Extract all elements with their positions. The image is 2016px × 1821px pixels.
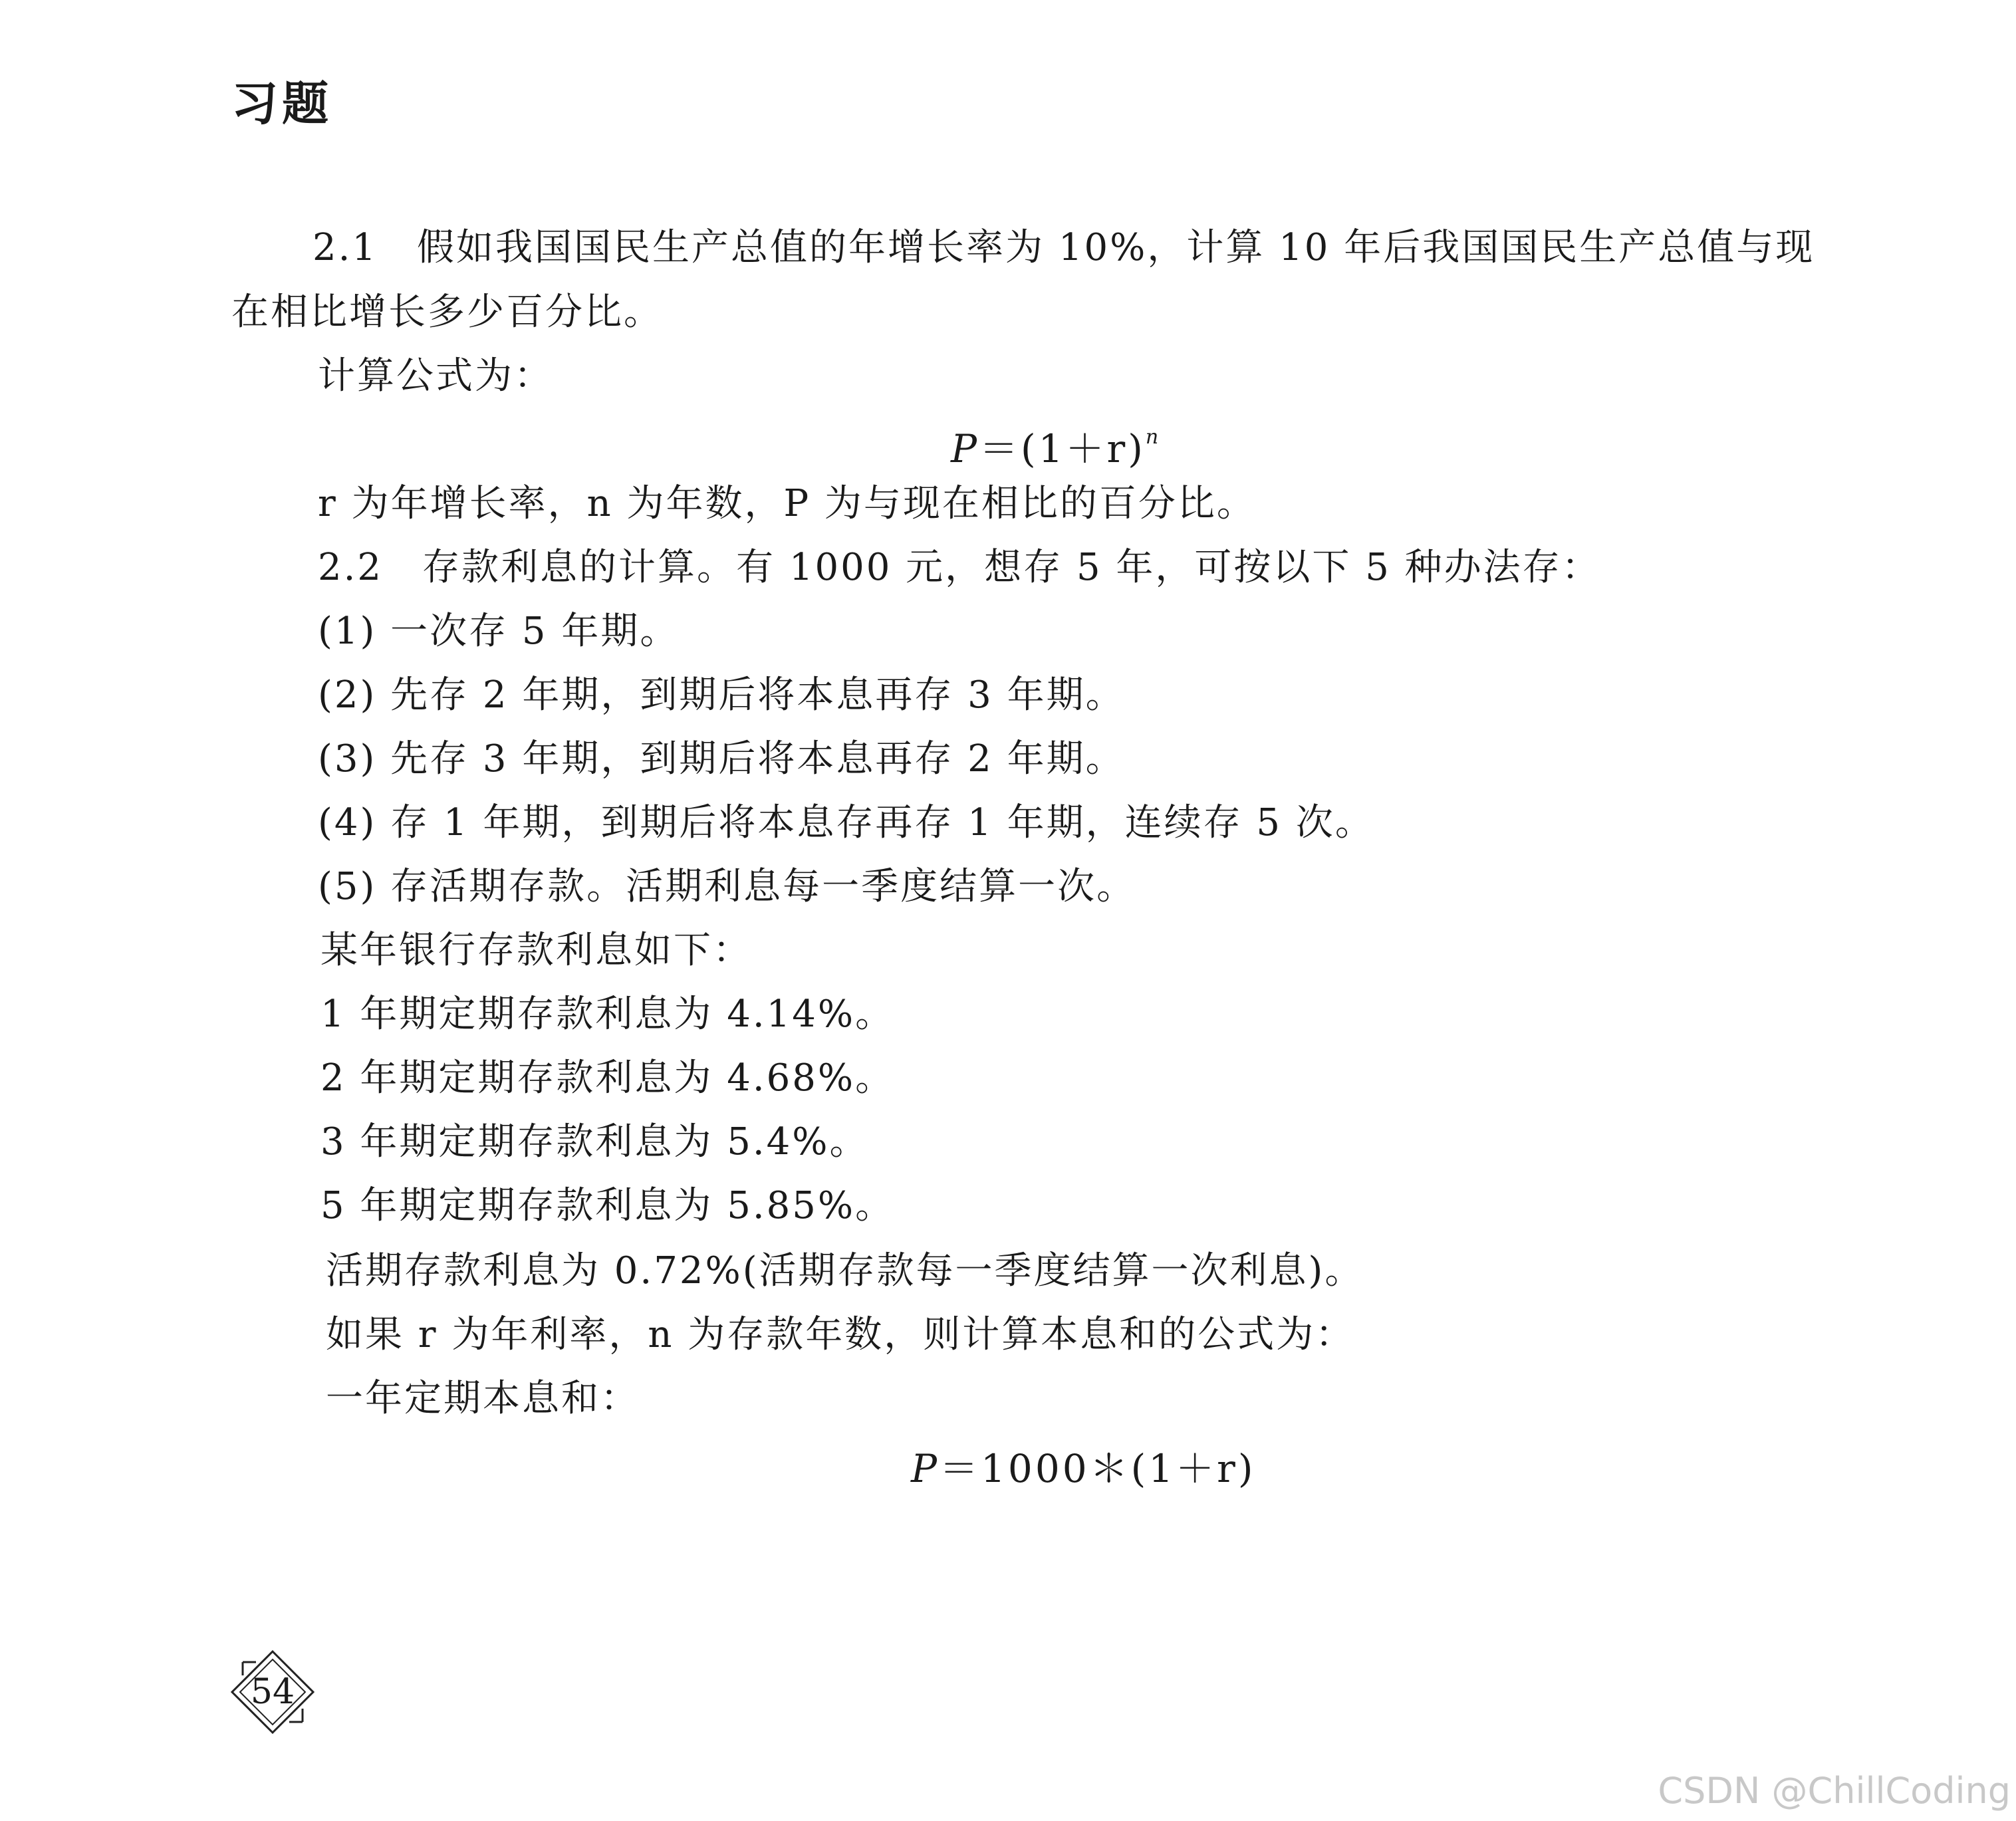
page-number-badge bbox=[229, 1649, 316, 1735]
variable-explanation: r 为年增长率，n 为年数，P 为与现在相比的百分比。 bbox=[318, 482, 1256, 525]
rate-5-year: 5 年期定期存款利息为 5.85%。 bbox=[320, 1184, 895, 1227]
formula-condition: 如果 r 为年利率，n 为存款年数，则计算本息和的公式为： bbox=[326, 1313, 1355, 1356]
growth-formula-rhs: ＝(1＋r) bbox=[979, 426, 1146, 471]
option-3: (3) 先存 3 年期，到期后将本息再存 2 年期。 bbox=[318, 737, 1125, 781]
watermark: CSDN @ChillCoding bbox=[1658, 1770, 2011, 1812]
option-4: (4) 存 1 年期，到期后将本息存再存 1 年期，连续存 5 次。 bbox=[318, 801, 1374, 844]
rate-3-year: 3 年期定期存款利息为 5.4%。 bbox=[320, 1120, 869, 1163]
section-heading: 习题 bbox=[231, 76, 332, 131]
option-2: (2) 先存 2 年期，到期后将本息再存 3 年期。 bbox=[318, 673, 1125, 717]
interest-formula-lhs: P bbox=[911, 1446, 940, 1491]
growth-formula-lhs: P bbox=[951, 426, 980, 471]
one-year-label: 一年定期本息和： bbox=[326, 1377, 640, 1420]
rate-2-year: 2 年期定期存款利息为 4.68%。 bbox=[320, 1056, 895, 1100]
formula-intro: 计算公式为： bbox=[318, 354, 553, 398]
exercise-2-1-line-2: 在相比增长多少百分比。 bbox=[231, 291, 663, 334]
rate-1-year: 1 年期定期存款利息为 4.14%。 bbox=[320, 993, 895, 1036]
rates-intro: 某年银行存款利息如下： bbox=[320, 929, 752, 972]
exercise-2-1-line-1: 2.1 假如我国国民生产总值的年增长率为 10%，计算 10 年后我国国民生产总值与现 bbox=[313, 226, 1815, 269]
growth-formula-exponent: n bbox=[1145, 425, 1162, 449]
page-number: 54 bbox=[250, 1672, 295, 1712]
growth-formula bbox=[951, 418, 1161, 473]
exercise-2-2-intro: 2.2 存款利息的计算。有 1000 元，想存 5 年，可按以下 5 种办法存： bbox=[318, 546, 1601, 589]
interest-formula bbox=[911, 1437, 1256, 1493]
option-5: (5) 存活期存款。活期利息每一季度结算一次。 bbox=[318, 865, 1136, 908]
rate-demand-deposit: 活期存款利息为 0.72%(活期存款每一季度结算一次利息)。 bbox=[326, 1249, 1364, 1292]
interest-formula-rhs: ＝1000＊(1＋r) bbox=[940, 1446, 1256, 1491]
option-1: (1) 一次存 5 年期。 bbox=[318, 610, 680, 653]
